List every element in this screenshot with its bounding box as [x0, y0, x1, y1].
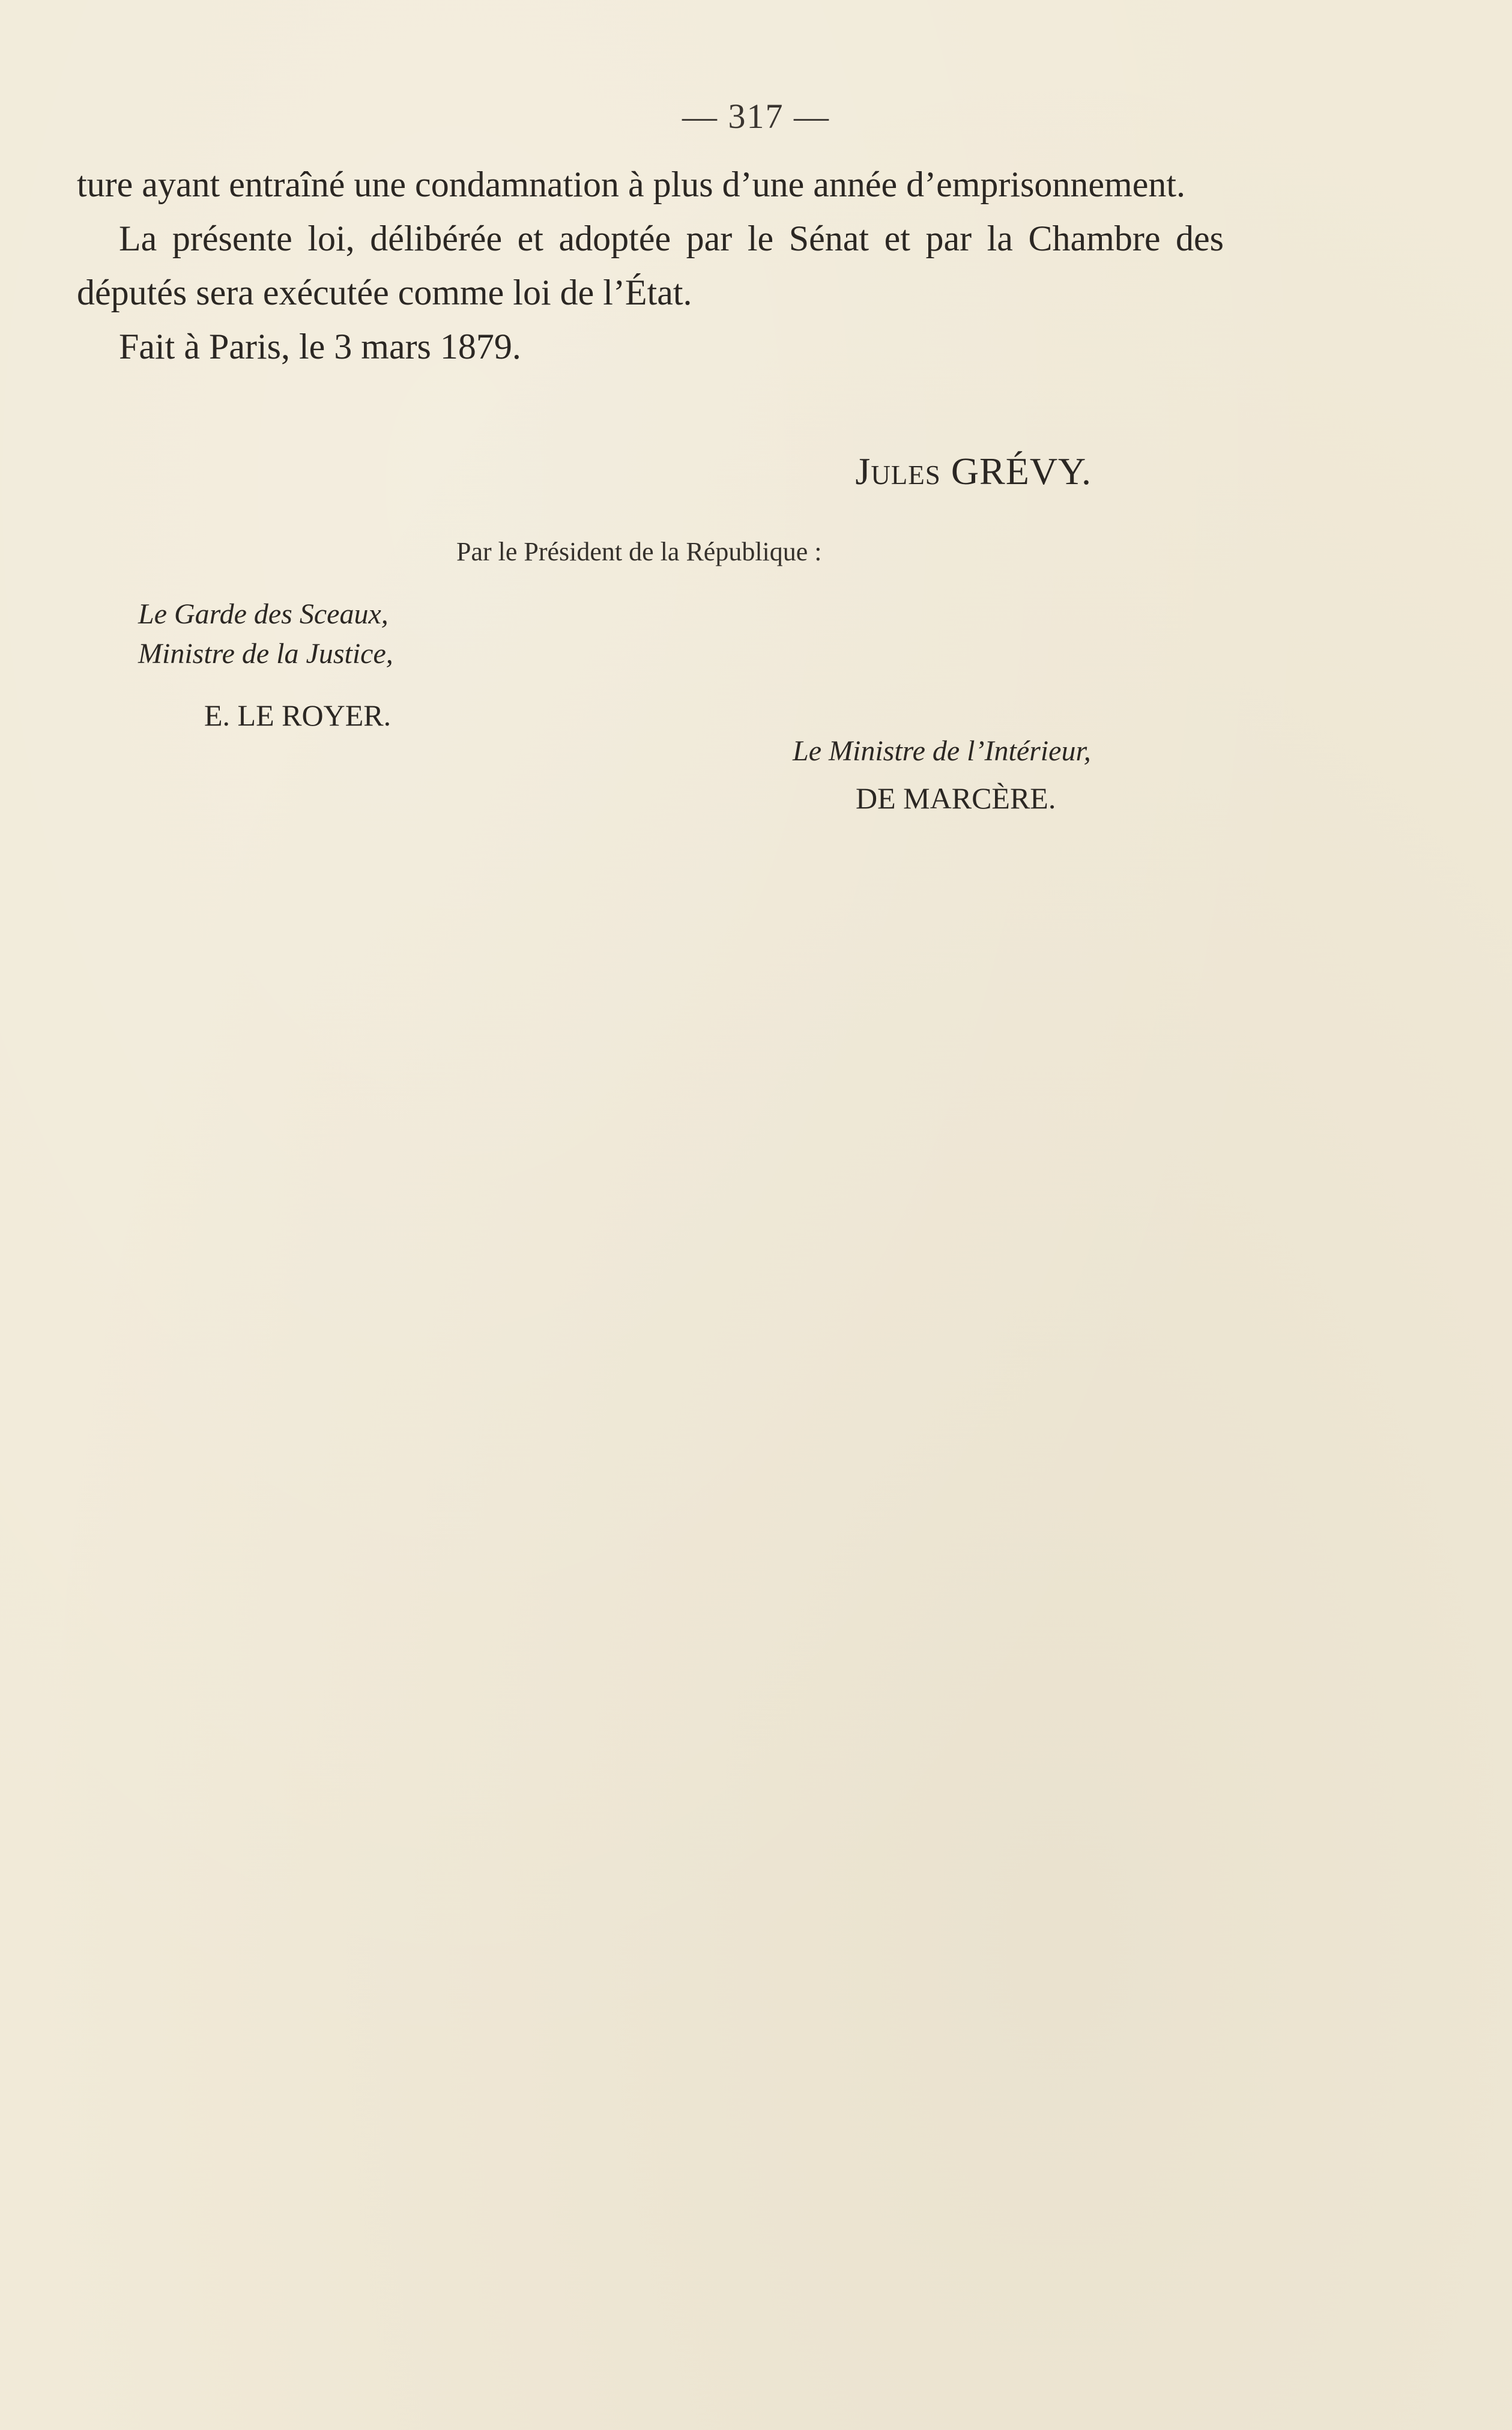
body-text: [77, 157, 1224, 374]
page-number: — 317 —: [682, 97, 830, 136]
left-signatory-title-1: Le Garde des Sceaux,: [138, 598, 389, 630]
paragraph-continuation: ture ayant entraîné une condamnation à plus d’une année d’emprisonnement.: [77, 165, 1185, 204]
signature-first-name: Jules: [855, 450, 941, 492]
left-signatory: [138, 595, 558, 735]
president-line: Par le Président de la République :: [456, 537, 822, 566]
right-signatory: [793, 732, 1213, 818]
left-signatory-title-2: Ministre de la Justice,: [138, 638, 393, 670]
left-signatory-name: E. LE ROYER.: [204, 698, 392, 732]
signature-last-name: GRÉVY.: [951, 450, 1092, 492]
show-through-texture: [72, 865, 1225, 2006]
paragraph-law-adoption: La présente loi, délibérée et adoptée par le Sénat et par la Chambre des députés sera exécutée comme loi de l’État.: [77, 219, 1224, 312]
right-signatory-name: DE MARCÈRE.: [856, 781, 1056, 815]
paragraph-date: Fait à Paris, le 3 mars 1879.: [119, 327, 521, 366]
president-signature: [855, 449, 1092, 494]
right-signatory-title: Le Ministre de l’Intérieur,: [793, 735, 1091, 767]
